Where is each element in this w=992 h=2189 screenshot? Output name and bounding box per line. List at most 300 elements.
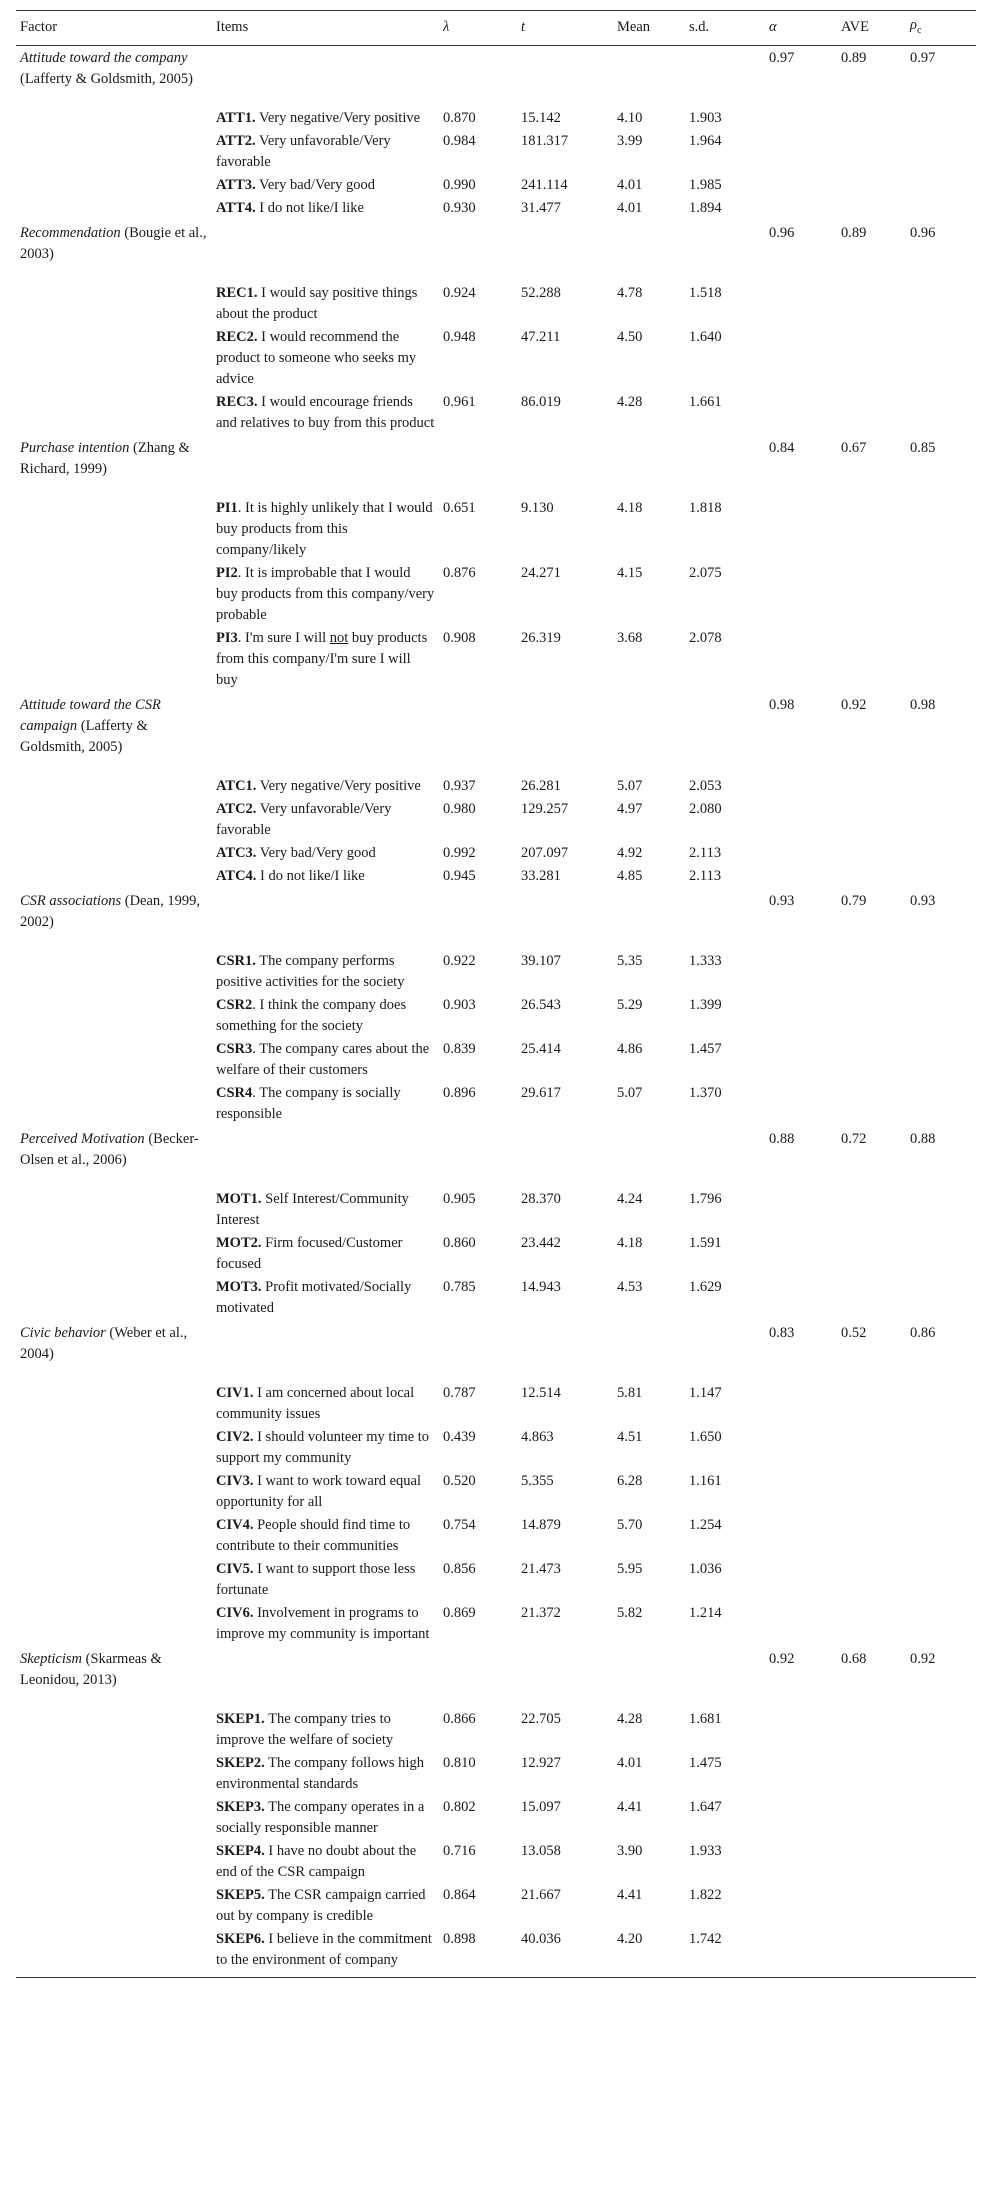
empty-cell	[906, 1427, 976, 1471]
alpha-value: 0.98	[769, 696, 795, 713]
factor-cell	[16, 436, 212, 498]
empty-cell	[16, 1233, 212, 1277]
item-cell	[212, 563, 439, 628]
item-cell	[212, 1559, 439, 1603]
t-value: 9.130	[521, 499, 554, 516]
item-code: MOT1.	[216, 1190, 262, 1207]
mean-value: 5.82	[617, 1604, 643, 1621]
table-header	[16, 11, 976, 46]
item-text: People should find time to contribute to their communities	[216, 1516, 411, 1554]
lambda-value: 0.787	[443, 1384, 476, 1401]
empty-cell	[837, 1233, 906, 1277]
empty-cell	[906, 799, 976, 843]
sd-value: 1.985	[689, 176, 722, 193]
alpha-value: 0.83	[769, 1324, 795, 1341]
empty-cell	[906, 327, 976, 392]
lambda-value: 0.896	[443, 1084, 476, 1101]
lambda-value: 0.898	[439, 1929, 517, 1978]
item-code: CSR2	[216, 996, 253, 1013]
empty-cell	[906, 283, 976, 327]
empty-cell	[837, 1709, 906, 1753]
mean-value: 4.01	[617, 1754, 643, 1771]
ave-value: 0.89	[841, 224, 867, 241]
empty-cell	[906, 392, 976, 436]
t-value: 40.036	[517, 1929, 613, 1978]
empty-cell	[765, 1929, 837, 1978]
empty-cell	[906, 1383, 976, 1427]
empty-cell	[837, 1885, 906, 1929]
empty-cell	[685, 1321, 765, 1383]
empty-cell	[517, 45, 613, 108]
header-rho	[906, 11, 976, 46]
empty-cell	[906, 563, 976, 628]
item-row	[16, 799, 976, 843]
empty-cell	[765, 563, 837, 628]
empty-cell	[837, 1083, 906, 1127]
rho-value: 0.96	[910, 224, 936, 241]
item-text: I have no doubt about the end of the CSR campaign	[216, 1842, 417, 1880]
empty-cell	[16, 1797, 212, 1841]
empty-cell	[765, 866, 837, 889]
lambda-value: 0.922	[443, 952, 476, 969]
empty-cell	[685, 436, 765, 498]
item-text: I would encourage friends and relatives to buy from this product	[216, 393, 435, 431]
empty-cell	[837, 108, 906, 131]
empty-cell	[16, 1841, 212, 1885]
empty-cell	[16, 628, 212, 693]
item-text: I believe in the commitment to the environment of company	[216, 1930, 432, 1968]
empty-cell	[613, 1127, 685, 1189]
item-cell	[212, 1383, 439, 1427]
empty-cell	[765, 392, 837, 436]
item-text: . I'm sure I will	[237, 629, 330, 646]
empty-cell	[765, 1083, 837, 1127]
item-code: REC2.	[216, 328, 258, 345]
empty-cell	[16, 1885, 212, 1929]
item-code: CSR1.	[216, 952, 256, 969]
sd-value: 1.903	[689, 109, 722, 126]
item-cell	[212, 951, 439, 995]
item-row	[16, 198, 976, 221]
item-row	[16, 1471, 976, 1515]
sd-value: 2.113	[689, 844, 722, 861]
t-value: 29.617	[521, 1084, 561, 1101]
t-value: 4.863	[521, 1428, 554, 1445]
item-cell	[212, 1841, 439, 1885]
factor-citation: (Becker-Olsen et al., 2006)	[20, 1130, 199, 1168]
empty-cell	[16, 1515, 212, 1559]
item-cell	[212, 131, 439, 175]
sd-value: 1.457	[689, 1040, 722, 1057]
empty-cell	[439, 221, 517, 283]
t-value: 26.543	[521, 996, 561, 1013]
empty-cell	[906, 995, 976, 1039]
lambda-value: 0.754	[443, 1516, 476, 1533]
empty-cell	[439, 45, 517, 108]
sd-value: 1.147	[689, 1384, 722, 1401]
empty-cell	[837, 131, 906, 175]
empty-cell	[906, 198, 976, 221]
item-row	[16, 1233, 976, 1277]
factor-row	[16, 1647, 976, 1709]
mean-value: 4.18	[617, 499, 643, 516]
item-cell	[212, 1753, 439, 1797]
lambda-value: 0.980	[443, 800, 476, 817]
empty-cell	[837, 1277, 906, 1321]
item-row	[16, 1277, 976, 1321]
lambda-value: 0.520	[443, 1472, 476, 1489]
empty-cell	[16, 327, 212, 392]
empty-cell	[837, 799, 906, 843]
empty-cell	[906, 951, 976, 995]
sd-value: 1.650	[689, 1428, 722, 1445]
item-text: The company tries to improve the welfare of society	[216, 1710, 394, 1748]
empty-cell	[16, 108, 212, 131]
rho-value: 0.97	[910, 49, 936, 66]
item-code: ATC3.	[216, 844, 257, 861]
empty-cell	[837, 327, 906, 392]
empty-cell	[765, 1039, 837, 1083]
factor-citation: (Zhang & Richard, 1999)	[20, 439, 190, 477]
empty-cell	[765, 1709, 837, 1753]
sd-value: 1.647	[689, 1798, 722, 1815]
item-code: SKEP1.	[216, 1710, 265, 1727]
t-value: 12.927	[521, 1754, 561, 1771]
empty-cell	[16, 1559, 212, 1603]
empty-cell	[439, 1647, 517, 1709]
item-code: ATT4.	[216, 199, 256, 216]
empty-cell	[837, 995, 906, 1039]
empty-cell	[16, 1039, 212, 1083]
item-code: ATC4.	[216, 867, 257, 884]
empty-cell	[212, 1647, 439, 1709]
item-cell	[212, 1277, 439, 1321]
empty-cell	[765, 1559, 837, 1603]
empty-cell	[906, 1885, 976, 1929]
empty-cell	[212, 436, 439, 498]
sd-value: 1.681	[689, 1710, 722, 1727]
empty-cell	[906, 1559, 976, 1603]
item-code: PI1	[216, 499, 238, 516]
empty-cell	[16, 776, 212, 799]
lambda-value: 0.992	[443, 844, 476, 861]
t-value: 33.281	[521, 867, 561, 884]
empty-cell	[906, 1471, 976, 1515]
mean-value: 5.35	[617, 952, 643, 969]
item-text: . The company cares about the welfare of their customers	[216, 1040, 430, 1078]
empty-cell	[765, 1471, 837, 1515]
empty-cell	[765, 628, 837, 693]
empty-cell	[837, 283, 906, 327]
empty-cell	[613, 1647, 685, 1709]
mean-value: 4.01	[617, 176, 643, 193]
header-alpha: α	[765, 11, 837, 46]
empty-cell	[765, 776, 837, 799]
item-row	[16, 1515, 976, 1559]
lambda-value: 0.439	[443, 1428, 476, 1445]
item-text: I want to work toward equal opportunity for all	[216, 1472, 421, 1510]
mean-value: 5.29	[617, 996, 643, 1013]
factor-row	[16, 1321, 976, 1383]
sd-value: 2.113	[689, 867, 722, 884]
empty-cell	[837, 776, 906, 799]
item-code: REC1.	[216, 284, 258, 301]
item-cell	[212, 1515, 439, 1559]
mean-value: 5.81	[617, 1384, 643, 1401]
item-code: CIV6.	[216, 1604, 254, 1621]
empty-cell	[439, 1127, 517, 1189]
item-cell	[212, 1233, 439, 1277]
item-code: ATT3.	[216, 176, 256, 193]
mean-value: 4.78	[617, 284, 643, 301]
lambda-value: 0.869	[443, 1604, 476, 1621]
empty-cell	[685, 889, 765, 951]
item-row	[16, 1841, 976, 1885]
item-text: Very unfavorable/Very favorable	[216, 132, 391, 170]
empty-cell	[906, 1709, 976, 1753]
empty-cell	[906, 1841, 976, 1885]
empty-cell	[837, 1189, 906, 1233]
mean-value: 3.90	[617, 1842, 643, 1859]
header-factor: Factor	[16, 11, 212, 46]
item-cell	[212, 843, 439, 866]
item-cell	[212, 108, 439, 131]
table-body	[16, 45, 976, 1977]
item-code: ATC1.	[216, 777, 257, 794]
item-cell	[212, 1039, 439, 1083]
item-cell	[212, 628, 439, 693]
item-text-after: buy products from this company/I'm sure I will buy	[216, 629, 428, 688]
t-value: 129.257	[521, 800, 569, 817]
lambda-value: 0.945	[443, 867, 476, 884]
item-text: Very negative/Very positive	[255, 109, 421, 126]
item-text: Profit motivated/Socially motivated	[216, 1278, 412, 1316]
factor-row	[16, 221, 976, 283]
empty-cell	[837, 866, 906, 889]
item-code: PI2	[216, 564, 238, 581]
item-row	[16, 951, 976, 995]
item-row	[16, 108, 976, 131]
t-value: 26.281	[521, 777, 561, 794]
mean-value: 4.28	[617, 393, 643, 410]
empty-cell	[906, 1083, 976, 1127]
sd-value: 1.591	[689, 1234, 722, 1251]
mean-value: 4.10	[617, 109, 643, 126]
ave-value: 0.92	[841, 696, 867, 713]
item-row	[16, 866, 976, 889]
empty-cell	[765, 198, 837, 221]
empty-cell	[765, 1383, 837, 1427]
item-cell	[212, 392, 439, 436]
empty-cell	[16, 1753, 212, 1797]
ave-value: 0.89	[841, 49, 867, 66]
item-text: . It is highly unlikely that I would buy products from this company/likely	[216, 499, 433, 558]
item-text: I want to support those less fortunate	[216, 1560, 416, 1598]
factor-cell	[16, 221, 212, 283]
rho-value: 0.88	[910, 1130, 936, 1147]
lambda-value: 0.802	[443, 1798, 476, 1815]
item-cell	[212, 866, 439, 889]
t-value: 12.514	[521, 1384, 561, 1401]
item-code: SKEP2.	[216, 1754, 265, 1771]
item-code: ATC2.	[216, 800, 257, 817]
header-items: Items	[212, 11, 439, 46]
t-value: 24.271	[521, 564, 561, 581]
item-text: Very bad/Very good	[256, 844, 376, 861]
item-row	[16, 131, 976, 175]
empty-cell	[212, 1321, 439, 1383]
sd-value: 1.964	[689, 132, 722, 149]
empty-cell	[765, 1753, 837, 1797]
sd-value: 1.661	[689, 393, 722, 410]
empty-cell	[906, 131, 976, 175]
item-text: I do not like/I like	[256, 867, 365, 884]
mean-value: 4.20	[613, 1929, 685, 1978]
empty-cell	[765, 995, 837, 1039]
empty-cell	[685, 45, 765, 108]
alpha-value: 0.84	[769, 439, 795, 456]
item-row	[16, 628, 976, 693]
item-cell	[212, 1797, 439, 1841]
empty-cell	[906, 866, 976, 889]
factor-citation: (Skarmeas & Leonidou, 2013)	[20, 1650, 162, 1688]
t-value: 181.317	[521, 132, 569, 149]
item-cell	[212, 1709, 439, 1753]
header-mean: Mean	[613, 11, 685, 46]
empty-cell	[212, 889, 439, 951]
lambda-value: 0.990	[443, 176, 476, 193]
empty-cell	[685, 1127, 765, 1189]
sd-value: 1.036	[689, 1560, 722, 1577]
mean-value: 4.01	[617, 199, 643, 216]
factor-name: Purchase intention	[20, 439, 130, 456]
rho-value: 0.85	[910, 439, 936, 456]
item-row	[16, 563, 976, 628]
t-value: 86.019	[521, 393, 561, 410]
empty-cell	[212, 1127, 439, 1189]
empty-cell	[906, 1797, 976, 1841]
t-value: 28.370	[521, 1190, 561, 1207]
item-row	[16, 1753, 976, 1797]
empty-cell	[906, 1233, 976, 1277]
t-value: 13.058	[521, 1842, 561, 1859]
item-text-underlined: not	[329, 629, 349, 646]
item-code: CIV5.	[216, 1560, 254, 1577]
empty-cell	[837, 1559, 906, 1603]
t-value: 5.355	[521, 1472, 554, 1489]
empty-cell	[906, 175, 976, 198]
t-value: 26.319	[521, 629, 561, 646]
sd-value: 1.254	[689, 1516, 722, 1533]
mean-value: 5.07	[617, 1084, 643, 1101]
item-cell	[212, 327, 439, 392]
empty-cell	[16, 1929, 212, 1978]
item-text: Self Interest/Community Interest	[216, 1190, 409, 1228]
alpha-value: 0.97	[769, 49, 795, 66]
empty-cell	[517, 436, 613, 498]
mean-value: 4.51	[617, 1428, 643, 1445]
empty-cell	[837, 563, 906, 628]
header-t: t	[517, 11, 613, 46]
mean-value: 5.95	[617, 1560, 643, 1577]
empty-cell	[517, 889, 613, 951]
empty-cell	[765, 498, 837, 563]
sd-value: 1.933	[689, 1842, 722, 1859]
item-row	[16, 1603, 976, 1647]
factor-name: Recommendation	[20, 224, 121, 241]
t-value: 21.473	[521, 1560, 561, 1577]
item-row	[16, 1083, 976, 1127]
factor-name: CSR associations	[20, 892, 122, 909]
mean-value: 5.70	[617, 1516, 643, 1533]
lambda-value: 0.961	[443, 393, 476, 410]
rho-value: 0.93	[910, 892, 936, 909]
mean-value: 6.28	[617, 1472, 643, 1489]
lambda-value: 0.864	[443, 1886, 476, 1903]
empty-cell	[837, 628, 906, 693]
lambda-value: 0.908	[443, 629, 476, 646]
empty-cell	[765, 1797, 837, 1841]
mean-value: 4.15	[617, 564, 643, 581]
mean-value: 5.07	[617, 777, 643, 794]
empty-cell	[765, 843, 837, 866]
item-row	[16, 327, 976, 392]
mean-value: 4.18	[617, 1234, 643, 1251]
empty-cell	[765, 1189, 837, 1233]
sd-value: 1.161	[689, 1472, 722, 1489]
item-row	[16, 498, 976, 563]
mean-value: 4.86	[617, 1040, 643, 1057]
empty-cell	[837, 1515, 906, 1559]
mean-value: 4.24	[617, 1190, 643, 1207]
item-row	[16, 1885, 976, 1929]
sd-value: 1.518	[689, 284, 722, 301]
t-value: 52.288	[521, 284, 561, 301]
factor-row	[16, 889, 976, 951]
empty-cell	[517, 693, 613, 776]
header-lambda: λ	[439, 11, 517, 46]
lambda-value: 0.716	[443, 1842, 476, 1859]
sd-value: 1.818	[689, 499, 722, 516]
sd-value: 2.078	[689, 629, 722, 646]
sd-value: 1.333	[689, 952, 722, 969]
empty-cell	[16, 498, 212, 563]
ave-value: 0.52	[841, 1324, 867, 1341]
sd-value: 1.796	[689, 1190, 722, 1207]
lambda-value: 0.924	[443, 284, 476, 301]
sd-value: 1.742	[685, 1929, 765, 1978]
empty-cell	[613, 889, 685, 951]
item-text: The company performs positive activities for the society	[216, 952, 405, 990]
empty-cell	[906, 498, 976, 563]
empty-cell	[765, 327, 837, 392]
sd-value: 1.399	[689, 996, 722, 1013]
item-row	[16, 283, 976, 327]
empty-cell	[906, 1277, 976, 1321]
item-text: Very bad/Very good	[255, 176, 375, 193]
alpha-value: 0.93	[769, 892, 795, 909]
rho-value: 0.98	[910, 696, 936, 713]
empty-cell	[16, 799, 212, 843]
empty-cell	[837, 1383, 906, 1427]
lambda-value: 0.839	[443, 1040, 476, 1057]
sd-value: 1.894	[689, 199, 722, 216]
lambda-value: 0.876	[443, 564, 476, 581]
factor-citation: (Dean, 1999, 2002)	[20, 892, 201, 930]
item-code: CSR4	[216, 1084, 253, 1101]
empty-cell	[837, 1841, 906, 1885]
item-code: CIV2.	[216, 1428, 254, 1445]
